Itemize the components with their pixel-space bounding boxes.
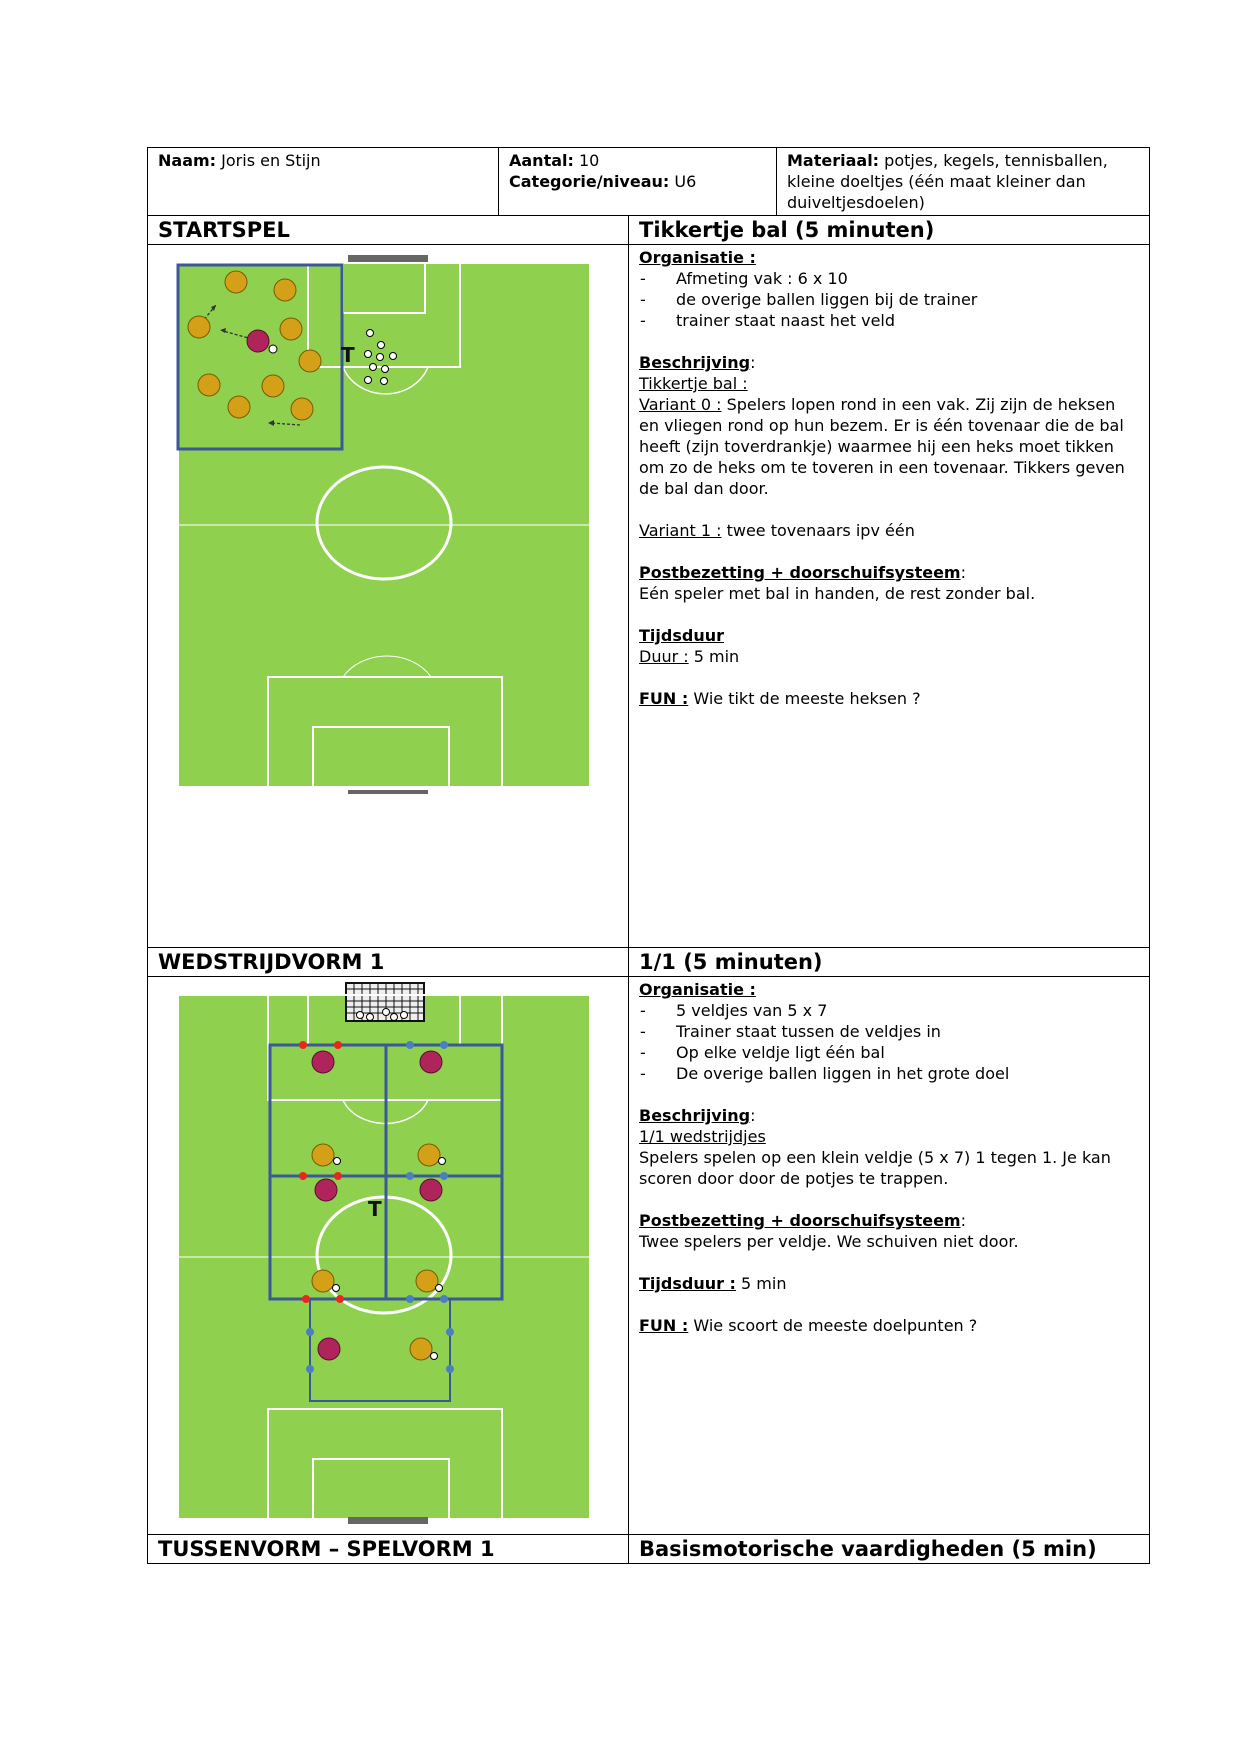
list-item: - trainer staat naast het veld (639, 310, 1139, 331)
section2-diagram-cell (148, 977, 629, 1535)
naam-value: Joris en Stijn (221, 151, 321, 170)
cone-icon (406, 1172, 414, 1180)
player-red (315, 1179, 337, 1201)
section3-header (148, 1535, 1150, 1564)
header-row (148, 148, 1150, 216)
list-item: - de overige ballen liggen bij de trainer (639, 289, 1139, 310)
post-text: Twee spelers per veldje. We schuiven niet door. (639, 1232, 1019, 1251)
cone-icon (334, 1172, 342, 1180)
player-yellow (198, 374, 220, 396)
cone-icon (299, 1041, 307, 1049)
materiaal-value: potjes, kegels, tennisballen, kleine doeltjes (één maat kleiner dan duiveltjesdoelen) (787, 151, 1108, 212)
cone-icon (302, 1295, 310, 1303)
soccer-ball-icon (377, 354, 384, 361)
post-text: Eén speler met bal in handen, de rest zonder bal. (639, 584, 1036, 603)
section1-right-title: Tikkertje bal (5 minuten) (629, 216, 1150, 245)
soccer-ball-icon (382, 366, 389, 373)
fun-line: FUN : Wie tikt de meeste heksen ? (639, 689, 921, 708)
section3-right-title: Basismotorische vaardigheden (5 min) (629, 1535, 1150, 1564)
lesson-table (147, 147, 1150, 1564)
post-heading: Postbezetting + doorschuifsysteem: (639, 1211, 966, 1230)
soccer-ball-icon (365, 351, 372, 358)
cone-icon (440, 1041, 448, 1049)
variant1-paragraph: Variant 1 : twee tovenaars ipv één (639, 521, 915, 540)
cone-icon (440, 1172, 448, 1180)
cone-icon (446, 1365, 454, 1373)
aantal-value: 10 (579, 151, 600, 170)
goal-top (348, 255, 428, 262)
section1-body (148, 245, 1150, 948)
list-item: - 5 veldjes van 5 x 7 (639, 1000, 1139, 1021)
section1-header (148, 216, 1150, 245)
soccer-ball-icon (439, 1158, 446, 1165)
player-yellow (228, 396, 250, 418)
organisatie-heading: Organisatie : (639, 248, 756, 267)
cone-icon (406, 1295, 414, 1303)
section1-field-diagram (148, 247, 628, 807)
list-item: - Trainer staat tussen de veldjes in (639, 1021, 1139, 1042)
section3-left-title: TUSSENVORM – SPELVORM 1 (148, 1535, 629, 1564)
player-tagger (247, 330, 269, 352)
player-yellow (410, 1338, 432, 1360)
section2-header (148, 948, 1150, 977)
duur-line: Duur : 5 min (639, 647, 740, 666)
goal-bottom (348, 1517, 428, 1524)
soccer-ball-icon (269, 345, 277, 353)
section2-left-title: WEDSTRIJDVORM 1 (148, 948, 629, 977)
player-yellow (418, 1144, 440, 1166)
player-red (420, 1051, 442, 1073)
naam-label: Naam: (158, 151, 217, 170)
player-yellow (274, 279, 296, 301)
section2-text-cell (629, 977, 1150, 1535)
player-red (312, 1051, 334, 1073)
beschrijving-text: Spelers spelen op een klein veldje (5 x 7) 1 tegen 1. Je kan scoren door door de potjes te trappen. (639, 1148, 1111, 1188)
soccer-ball-icon (381, 378, 388, 385)
list-item: - De overige ballen liggen in het grote doel (639, 1063, 1139, 1084)
cone-icon (446, 1328, 454, 1336)
cone-icon (306, 1365, 314, 1373)
soccer-ball-icon (390, 353, 397, 360)
soccer-ball-icon (365, 377, 372, 384)
variant0-paragraph: Variant 0 : Spelers lopen rond in een vak. Zij zijn de heksen en vliegen rond op hun bezem. Er is één tovenaar die de bal heeft (zijn toverdrankje) waarmee hij een heks moet tikken om zo de heks om te toveren in een tovenaar. Tikkers geven de bal dan door. (639, 395, 1125, 498)
organisatie-list (639, 1000, 1139, 1084)
player-yellow (188, 316, 210, 338)
tijdsduur-heading: Tijdsduur (639, 626, 724, 645)
list-item: - Op elke veldje ligt één bal (639, 1042, 1139, 1063)
post-heading: Postbezetting + doorschuifsysteem: (639, 563, 966, 582)
section2-body (148, 977, 1150, 1535)
soccer-ball-icon (370, 364, 377, 371)
cone-icon (299, 1172, 307, 1180)
soccer-ball-icon (333, 1285, 340, 1292)
soccer-ball-icon (391, 1014, 398, 1021)
player-yellow (291, 398, 313, 420)
player-yellow (312, 1270, 334, 1292)
subtitle: 1/1 wedstrijdjes (639, 1127, 766, 1146)
player-red (318, 1338, 340, 1360)
player-yellow (280, 318, 302, 340)
organisatie-heading: Organisatie : (639, 980, 756, 999)
soccer-ball-icon (357, 1012, 364, 1019)
section1-diagram-cell (148, 245, 629, 948)
player-yellow (225, 271, 247, 293)
cone-icon (440, 1295, 448, 1303)
trainer-marker: T (368, 1197, 382, 1221)
soccer-ball-icon (401, 1012, 408, 1019)
beschrijving-heading: Beschrijving: (639, 353, 756, 372)
section2-field-diagram (148, 979, 628, 1534)
soccer-ball-icon (383, 1009, 390, 1016)
section1-left-title: STARTSPEL (148, 216, 629, 245)
soccer-ball-icon (431, 1353, 438, 1360)
section1-text-cell (629, 245, 1150, 948)
trainer-marker: T (341, 343, 355, 367)
soccer-ball-icon (436, 1285, 443, 1292)
section2-right-title: 1/1 (5 minuten) (629, 948, 1150, 977)
lesson-sheet (147, 147, 1149, 1564)
player-yellow (312, 1144, 334, 1166)
cone-icon (336, 1295, 344, 1303)
materiaal-label: Materiaal: (787, 151, 880, 170)
soccer-ball-icon (367, 330, 374, 337)
cone-icon (406, 1041, 414, 1049)
player-yellow (416, 1270, 438, 1292)
categorie-label: Categorie/niveau: (509, 172, 670, 191)
tijdsduur-line: Tijdsduur : 5 min (639, 1274, 787, 1293)
beschrijving-heading: Beschrijving: (639, 1106, 756, 1125)
materiaal-cell (777, 148, 1150, 216)
organisatie-list (639, 268, 1139, 331)
cone-icon (306, 1328, 314, 1336)
fun-line: FUN : Wie scoort de meeste doelpunten ? (639, 1316, 978, 1335)
aantal-cell (499, 148, 777, 216)
player-yellow (299, 350, 321, 372)
soccer-ball-icon (334, 1158, 341, 1165)
player-red (420, 1179, 442, 1201)
soccer-ball-icon (367, 1014, 374, 1021)
subtitle: Tikkertje bal : (639, 374, 748, 393)
naam-cell (148, 148, 499, 216)
cone-icon (334, 1041, 342, 1049)
soccer-ball-icon (378, 342, 385, 349)
categorie-value: U6 (674, 172, 697, 191)
player-yellow (262, 375, 284, 397)
list-item: - Afmeting vak : 6 x 10 (639, 268, 1139, 289)
aantal-label: Aantal: (509, 151, 574, 170)
